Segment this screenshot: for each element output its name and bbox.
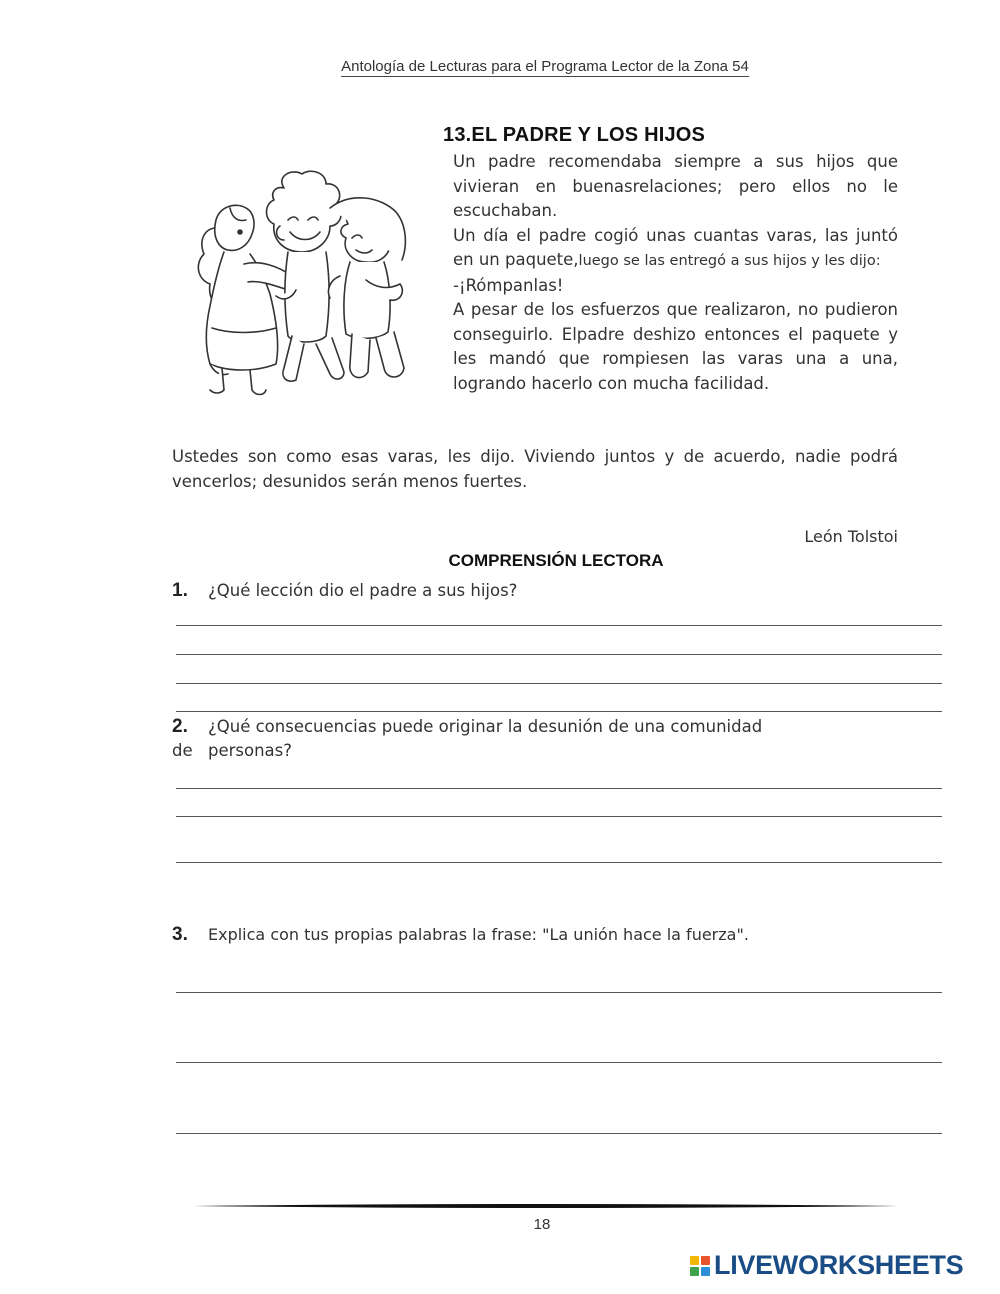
question-number: 1. <box>172 580 188 601</box>
answer-line[interactable] <box>176 654 942 655</box>
logo-tile <box>690 1267 699 1276</box>
answer-line[interactable] <box>176 683 942 684</box>
question-1 <box>172 579 517 603</box>
answer-line[interactable] <box>176 711 942 712</box>
question-line <box>172 739 898 763</box>
comprehension-heading-text: COMPRENSIÓN LECTORA <box>448 551 664 570</box>
story-conclusion: Ustedes son como esas varas, les dijo. Viviendo juntos y de acuerdo, nadie podrá vencerlos; desunidos serán menos fuertes. <box>172 447 898 491</box>
story-title: 13.EL PADRE Y LOS HIJOS <box>443 124 706 146</box>
question-text: ¿Qué consecuencias puede originar la desunión de una comunidad <box>208 717 763 736</box>
footer-divider <box>193 1203 899 1209</box>
answer-line[interactable] <box>176 1133 942 1134</box>
question-3 <box>172 923 749 947</box>
question-continuation: personas? <box>208 741 293 760</box>
logo-tile <box>701 1267 710 1276</box>
question-2 <box>172 715 898 763</box>
answer-line[interactable] <box>176 992 942 993</box>
page-number <box>0 1216 1000 1233</box>
story-sentence: Un día el padre cogió unas cuantas varas, las juntó en un paquete, <box>453 225 898 269</box>
answer-line[interactable] <box>176 788 942 789</box>
answer-line[interactable] <box>176 625 942 626</box>
story-sentence: luego se las entregó a sus hijos y les dijo: <box>578 253 881 269</box>
story-paragraph: A pesar de los esfuerzos que realizaron, no pudieron conseguirlo. Elpadre deshizo entonces el paquete y les mandó que rompiesen las varas una a una, logrando hacerlo con mucha facilidad. <box>453 300 898 393</box>
answer-line[interactable] <box>176 816 942 817</box>
page-header <box>0 58 1000 75</box>
header-text: Antología de Lecturas para el Programa Lector de la Zona 54 <box>341 58 749 75</box>
story-paragraph: Un padre recomendaba siempre a sus hijos que vivieran en buenasrelaciones; pero ellos no le escuchaban. <box>453 152 898 220</box>
page-number-text: 18 <box>533 1216 551 1233</box>
question-text: ¿Qué lección dio el padre a sus hijos? <box>208 581 518 600</box>
logo-tile <box>701 1256 710 1265</box>
logo-tile <box>690 1256 699 1265</box>
story-exclamation: -¡Rómpanlas! <box>453 275 564 295</box>
answer-line[interactable] <box>176 1062 942 1063</box>
liveworksheets-logo[interactable] <box>690 1250 963 1281</box>
question-number: 2. <box>172 716 188 737</box>
story-author: León Tolstoi <box>804 527 898 546</box>
question-number: 3. <box>172 924 188 945</box>
brand-name: LIVEWORKSHEETS <box>714 1250 964 1280</box>
question-line <box>172 715 898 739</box>
children-hugging-illustration <box>180 168 416 402</box>
answer-line[interactable] <box>176 862 942 863</box>
story-body <box>453 150 898 396</box>
brand-logo-icon <box>690 1256 710 1276</box>
question-continuation-prefix: de <box>172 741 193 760</box>
question-text: Explica con tus propias palabras la frase: "La unión hace la fuerza". <box>208 925 749 944</box>
story-paragraph <box>453 224 898 274</box>
comprehension-heading <box>0 551 1000 571</box>
